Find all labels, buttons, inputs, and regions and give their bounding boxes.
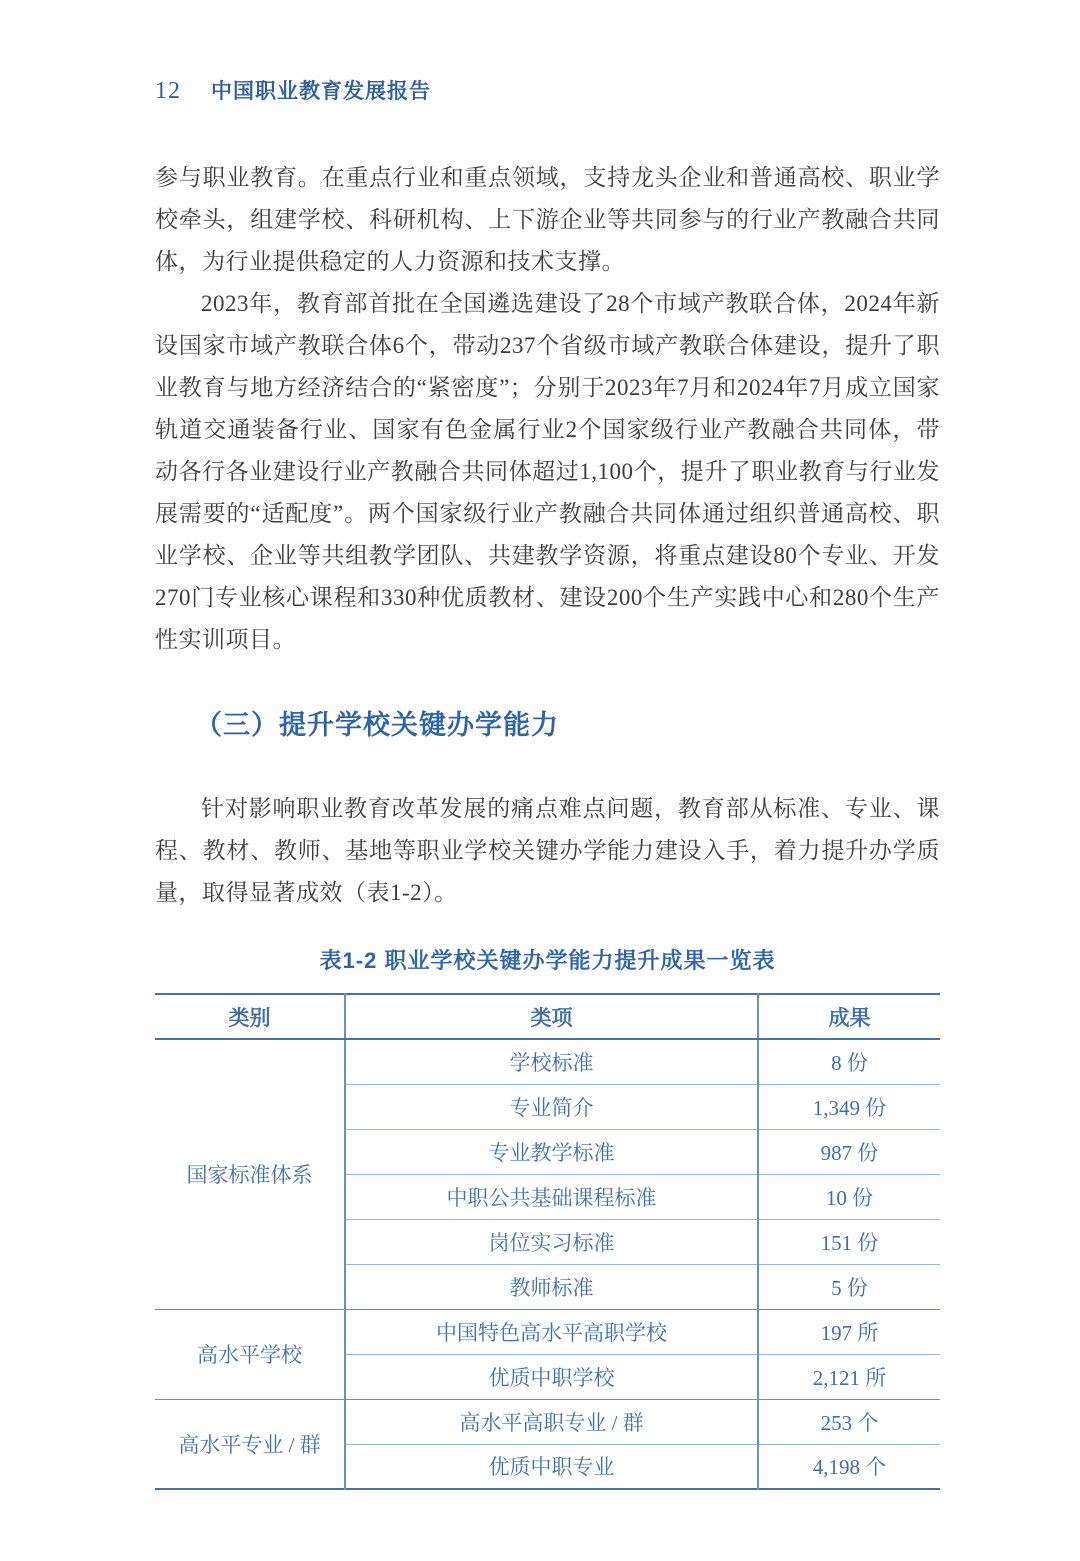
result-cell: 10 份	[758, 1174, 940, 1219]
item-cell: 教师标准	[345, 1264, 758, 1309]
col-header-result: 成果	[758, 994, 940, 1039]
item-cell: 学校标准	[345, 1039, 758, 1084]
category-cell-national-standards: 国家标准体系	[155, 1039, 345, 1309]
result-cell: 987 份	[758, 1129, 940, 1174]
page-header	[0, 0, 1080, 105]
item-cell: 专业简介	[345, 1084, 758, 1129]
item-cell: 专业教学标准	[345, 1129, 758, 1174]
section-heading: （三）提升学校关键办学能力	[195, 710, 559, 740]
table-head	[155, 994, 940, 1039]
col-header-item: 类项	[345, 994, 758, 1039]
table-header-row	[155, 994, 940, 1039]
paragraph-industry-education: 参与职业教育。在重点行业和重点领域，支持龙头企业和普通高校、职业学校牵头，组建学校、科研机构、上下游企业等共同参与的行业产教融合共同体，为行业提供稳定的人力资源和技术支撑。	[155, 165, 940, 274]
paragraph-school-capability: 针对影响职业教育改革发展的痛点难点问题，教育部从标准、专业、课程、教材、教师、基地等职业学校关键办学能力建设入手，着力提升办学质量，取得显著成效（表1-2）。	[155, 796, 940, 905]
page-number: 12	[155, 78, 181, 104]
result-cell: 253 个	[758, 1399, 940, 1444]
item-cell: 岗位实习标准	[345, 1219, 758, 1264]
table-caption: 表1-2 职业学校关键办学能力提升成果一览表	[319, 948, 776, 973]
running-title: 中国职业教育发展报告	[211, 80, 431, 103]
item-cell: 中职公共基础课程标准	[345, 1174, 758, 1219]
result-cell: 197 所	[758, 1309, 940, 1354]
item-cell: 高水平高职专业 / 群	[345, 1399, 758, 1444]
page-content	[0, 157, 1080, 1490]
item-cell: 优质中职学校	[345, 1354, 758, 1399]
result-cell: 4,198 个	[812, 1455, 887, 1480]
table-row	[155, 1309, 940, 1354]
table-row	[155, 1039, 940, 1084]
paragraph-consortium-stats: 2023年，教育部首批在全国遴选建设了28个市域产教联合体，2024年新设国家市域产教联合体6个，带动237个省级市域产教联合体建设，提升了职业教育与地方经济结合的“紧密度”；分别于2023年7月和2024年7月成立国家轨道交通装备行业、国家有色金属行业2个国家级行业产教融合共同体，带动各行各业建设行业产教融合共同体超过1,100个，提升了职业教育与行业发展需要的“适配度”。两个国家级行业产教融合共同体通过组织普通高校、职业学校、企业等共组教学团队、共建教学资源，将重点建设80个专业、开发270门专业核心课程和330种优质教材、建设200个生产实践中心和280个生产性实训项目。	[155, 291, 941, 652]
results-table	[155, 993, 940, 1490]
result-cell: 5 份	[758, 1264, 940, 1309]
table-body	[155, 1039, 940, 1489]
result-cell: 2,121 所	[758, 1354, 940, 1399]
result-cell: 1,349 份	[758, 1084, 940, 1129]
result-cell: 151 份	[758, 1219, 940, 1264]
category-cell-high-level-schools: 高水平学校	[155, 1309, 345, 1399]
item-cell: 优质中职专业	[345, 1444, 758, 1489]
table-row	[155, 1399, 940, 1444]
col-header-category: 类别	[155, 994, 345, 1039]
result-cell: 8 份	[758, 1039, 940, 1084]
item-cell: 中国特色高水平高职学校	[345, 1309, 758, 1354]
category-cell-high-level-majors: 高水平专业 / 群	[155, 1399, 345, 1489]
